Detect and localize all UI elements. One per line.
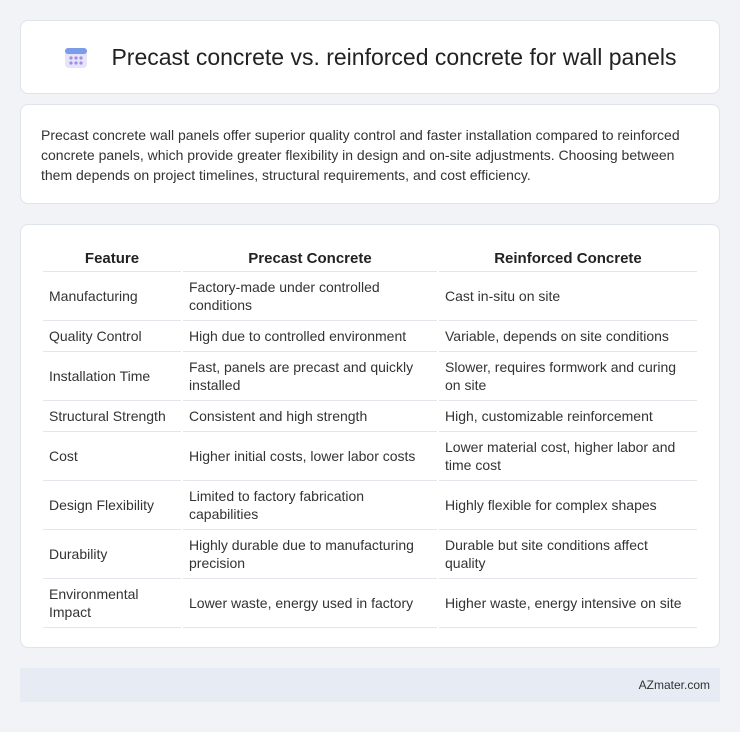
table-row [43, 481, 697, 530]
table-row [43, 321, 697, 352]
title-card [20, 20, 720, 94]
reinforced-cell: Durable but site conditions affect quality [439, 530, 697, 579]
precast-cell: Higher initial costs, lower labor costs [183, 432, 437, 481]
precast-cell: High due to controlled environment [183, 321, 437, 352]
page-title: Precast concrete vs. reinforced concrete for wall panels [111, 43, 677, 70]
feature-cell: Design Flexibility [43, 481, 181, 530]
reinforced-cell: Variable, depends on site conditions [439, 321, 697, 352]
table-header-row [43, 245, 697, 272]
precast-cell: Factory-made under controlled conditions [183, 272, 437, 321]
intro-card [20, 104, 720, 204]
reinforced-cell: Highly flexible for complex shapes [439, 481, 697, 530]
reinforced-cell: Higher waste, energy intensive on site [439, 579, 697, 628]
intro-paragraph: Precast concrete wall panels offer superior quality control and faster installation compared to reinforced concrete panels, which provide greater flexibility in design and on-site adjustments. Choosing between them depends on project timelines, structural requirements, and cost efficiency. [41, 127, 680, 183]
calendar-icon [63, 44, 89, 70]
reinforced-cell: Cast in-situ on site [439, 272, 697, 321]
comparison-table-card [20, 224, 720, 648]
reinforced-cell: Slower, requires formwork and curing on site [439, 352, 697, 401]
precast-cell: Lower waste, energy used in factory [183, 579, 437, 628]
header-feature: Feature [43, 245, 181, 272]
table-row [43, 352, 697, 401]
feature-cell: Environmental Impact [43, 579, 181, 628]
precast-cell: Fast, panels are precast and quickly installed [183, 352, 437, 401]
header-reinforced: Reinforced Concrete [439, 245, 697, 272]
table-row [43, 579, 697, 628]
reinforced-cell: Lower material cost, higher labor and time cost [439, 432, 697, 481]
footer-site-link[interactable]: AZmater.com [638, 678, 710, 692]
feature-cell: Installation Time [43, 352, 181, 401]
reinforced-cell: High, customizable reinforcement [439, 401, 697, 432]
feature-cell: Durability [43, 530, 181, 579]
precast-cell: Highly durable due to manufacturing precision [183, 530, 437, 579]
header-precast: Precast Concrete [183, 245, 437, 272]
footer-bar [20, 668, 720, 702]
feature-cell: Cost [43, 432, 181, 481]
table-row [43, 530, 697, 579]
table-row [43, 432, 697, 481]
precast-cell: Consistent and high strength [183, 401, 437, 432]
table-row [43, 401, 697, 432]
precast-cell: Limited to factory fabrication capabilities [183, 481, 437, 530]
feature-cell: Quality Control [43, 321, 181, 352]
comparison-table [41, 245, 699, 628]
feature-cell: Manufacturing [43, 272, 181, 321]
table-row [43, 272, 697, 321]
feature-cell: Structural Strength [43, 401, 181, 432]
